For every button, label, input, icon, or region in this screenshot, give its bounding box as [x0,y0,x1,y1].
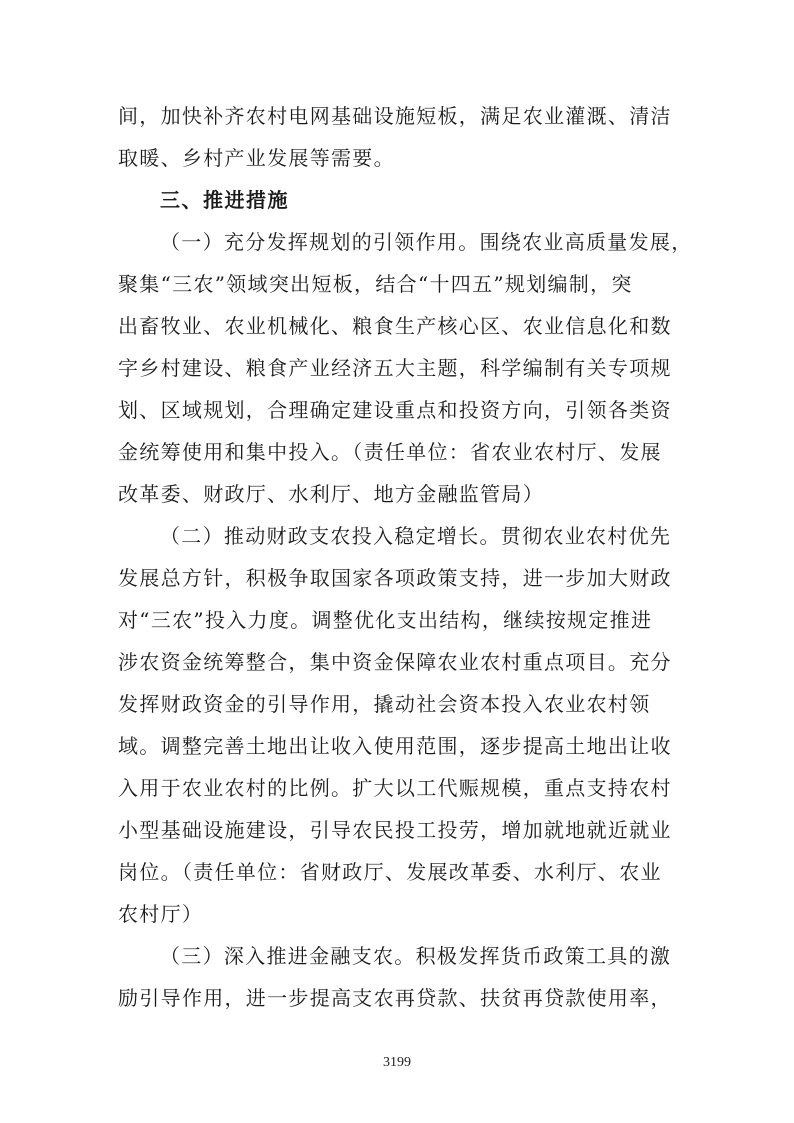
measure-1-line: （一）充分发挥规划的引领作用。围绕农业高质量发展， [160,230,693,254]
body-text-line: 取暖、乡村产业发展等需要。 [118,146,395,170]
measure-2-line: 域。调整完善土地出让收入使用范围，逐步提高土地出让收 [118,734,672,758]
measure-1-line: 改革委、财政厅、水利厅、地方金融监管局） [118,482,544,506]
measure-1-line: 聚集“三农”领域突出短板，结合“十四五”规划编制，突 [118,272,633,296]
measure-3-line: 励引导作用，进一步提高支农再贷款、扶贫再贷款使用率， [118,986,672,1010]
measure-2-line: （二）推动财政支农投入稳定增长。贯彻农业农村优先 [160,524,672,548]
measure-2-line: 对“三农”投入力度。调整优化支出结构，继续按规定推进 [118,608,653,632]
measure-2-line: 发展总方针，积极争取国家各项政策支持，进一步加大财政 [118,566,672,590]
measure-1-line: 划、区域规划，合理确定建设重点和投资方向，引领各类资 [118,398,672,422]
measure-1-line: 金统筹使用和集中投入。（责任单位：省农业农村厅、发展 [118,440,662,464]
measure-1-line: 出畜牧业、农业机械化、粮食生产核心区、农业信息化和数 [118,314,672,338]
measure-2-line: 小型基础设施建设，引导农民投工投劳，增加就地就近就业 [118,818,672,842]
measure-2-line: 岗位。（责任单位：省财政厅、发展改革委、水利厅、农业 [118,860,662,884]
measure-3-line: （三）深入推进金融支农。积极发挥货币政策工具的激 [160,944,672,968]
measure-2-line: 发挥财政资金的引导作用，撬动社会资本投入农业农村领 [118,692,651,716]
body-text-line: 间，加快补齐农村电网基础设施短板，满足农业灌溉、清洁 [118,104,672,128]
measure-2-line: 入用于农业农村的比例。扩大以工代赈规模，重点支持农村 [118,776,672,800]
measure-2-line: 农村厅） [118,902,204,926]
page-number: 3199 [383,1055,411,1070]
measure-2-line: 涉农资金统筹整合，集中资金保障农业农村重点项目。充分 [118,650,672,674]
section-heading: 三、推进措施 [160,188,289,212]
measure-1-line: 字乡村建设、粮食产业经济五大主题，科学编制有关专项规 [118,356,672,380]
